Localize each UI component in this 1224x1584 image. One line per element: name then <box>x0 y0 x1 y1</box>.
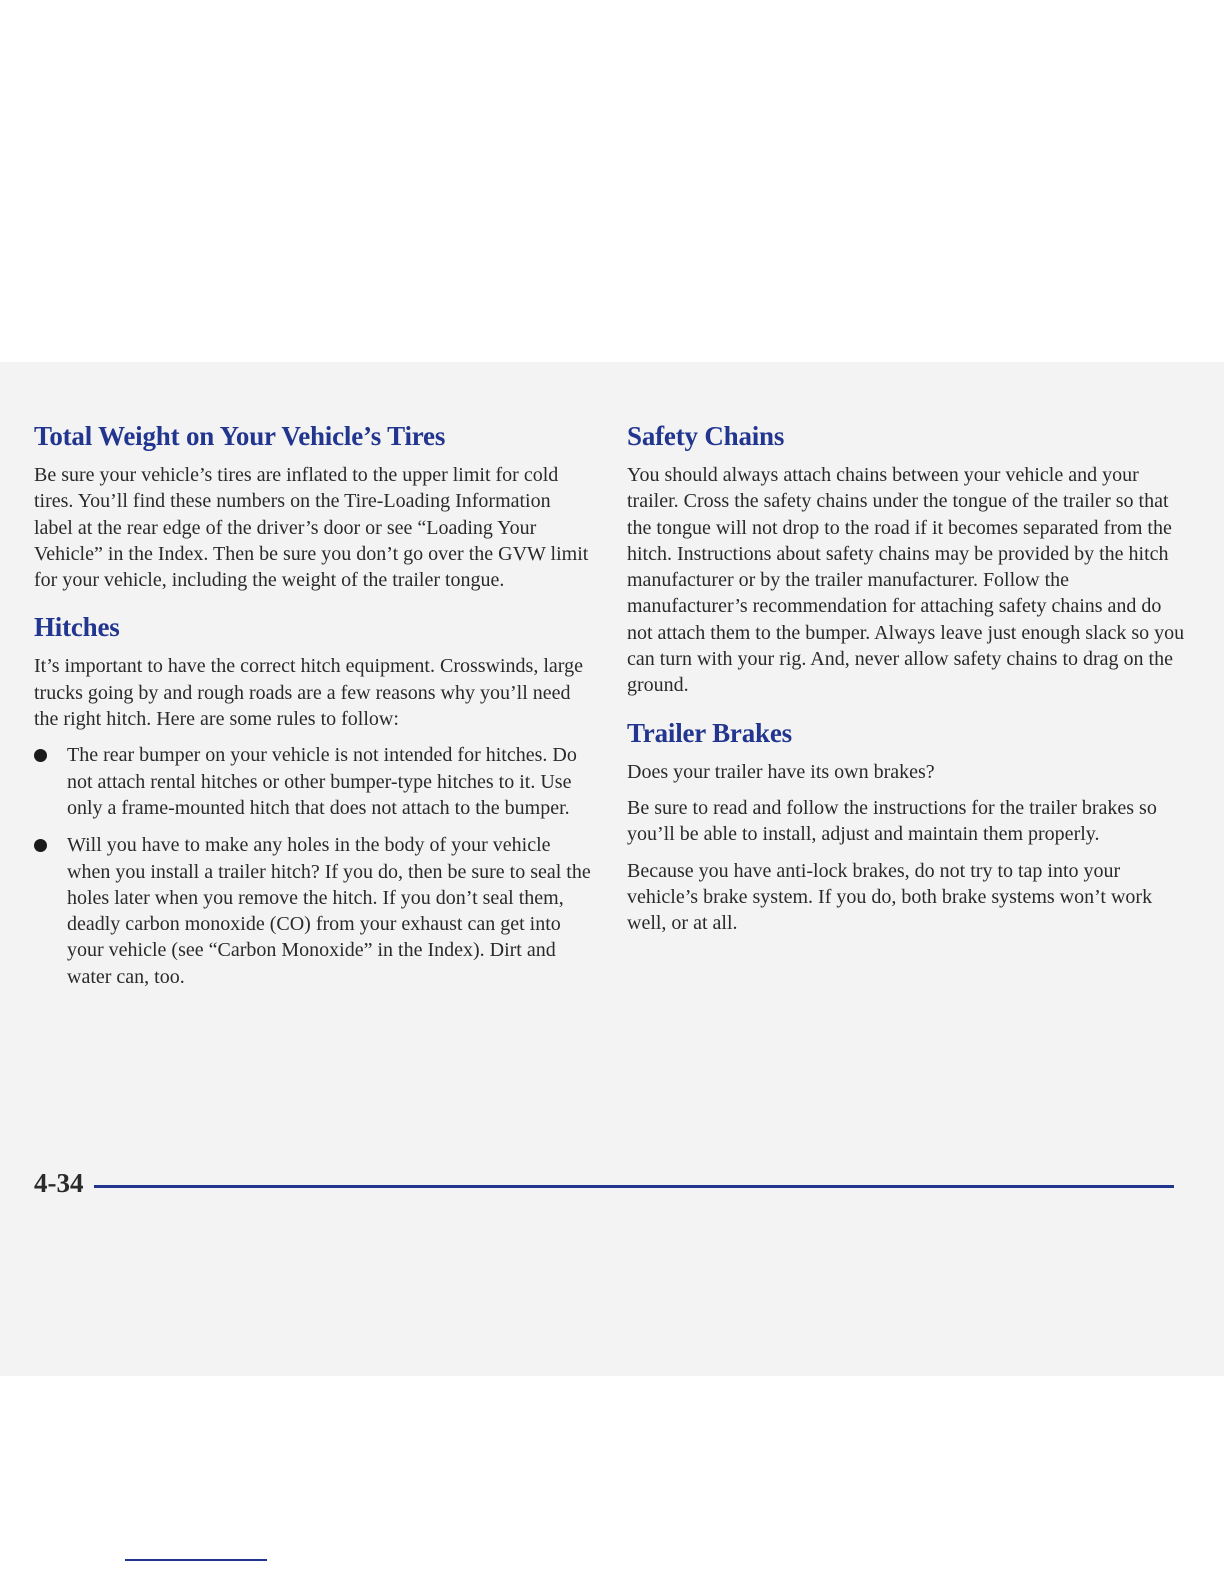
bullet-icon <box>34 749 47 762</box>
right-column <box>627 418 1187 936</box>
section-title-total-weight: Total Weight on Your Vehicle’s Tires <box>34 421 446 451</box>
section-title-trailer-brakes: Trailer Brakes <box>627 717 792 748</box>
trailer-brakes-paragraph-3: Because you have anti-lock brakes, do not try to tap into your vehicle’s brake system. If you do, both brake systems won’t work well, or at all. <box>627 859 1153 935</box>
left-column <box>34 418 594 1001</box>
list-item-text: Will you have to make any holes in the body of your vehicle when you install a trailer hitch? If you do, then be sure to seal the holes later when you remove the hitch. If you don’t seal them, deadly carbon monoxide (CO) from your exhaust can get into your vehicle (see “Carbon Monoxide” in the Index). Dirt and water can, too. <box>67 834 591 988</box>
list-item <box>34 832 594 990</box>
page-footer <box>34 1166 1174 1200</box>
bullet-icon <box>34 839 47 852</box>
list-item <box>34 742 594 821</box>
total-weight-paragraph: Be sure your vehicle’s tires are inflated to the upper limit for cold tires. You’ll find these numbers on the Tire-Loading Information label at the rear edge of the driver’s door or see “Loading Your Vehicle” in the Index. Then be sure you don’t go over the GVW limit for your vehicle, including the weight of the trailer tongue. <box>34 464 589 592</box>
page-number: 4-34 <box>34 1168 84 1198</box>
trailer-brakes-paragraph-1: Does your trailer have its own brakes? <box>627 760 935 783</box>
trailer-brakes-paragraph-2: Be sure to read and follow the instructions for the trailer brakes so you’ll be able to install, adjust and maintain them properly. <box>627 796 1157 846</box>
hitches-rules-list <box>34 742 594 990</box>
bottom-underline <box>125 1559 267 1561</box>
section-title-safety-chains: Safety Chains <box>627 421 785 451</box>
safety-chains-paragraph: You should always attach chains between your vehicle and your trailer. Cross the safety chains under the tongue of the trailer so that the tongue will not drop to the road if it becomes separated from the hitch. Instructions about safety chains may be provided by the hitch manufacturer or by the trailer manufacturer. Follow the manufacturer’s recommendation for attaching safety chains and do not attach them to the bumper. Always leave just enough slack so you can turn with your rig. And, never allow safety chains to drag on the ground. <box>627 464 1185 697</box>
section-title-hitches: Hitches <box>34 612 120 643</box>
hitches-intro-paragraph: It’s important to have the correct hitch equipment. Crosswinds, large trucks going by and rough roads are a few reasons why you’ll need the right hitch. Here are some rules to follow: <box>34 655 583 731</box>
list-item-text: The rear bumper on your vehicle is not intended for hitches. Do not attach rental hitches or other bumper-type hitches to it. Use only a frame-mounted hitch that does not attach to the bumper. <box>67 744 577 819</box>
footer-divider <box>94 1185 1174 1188</box>
